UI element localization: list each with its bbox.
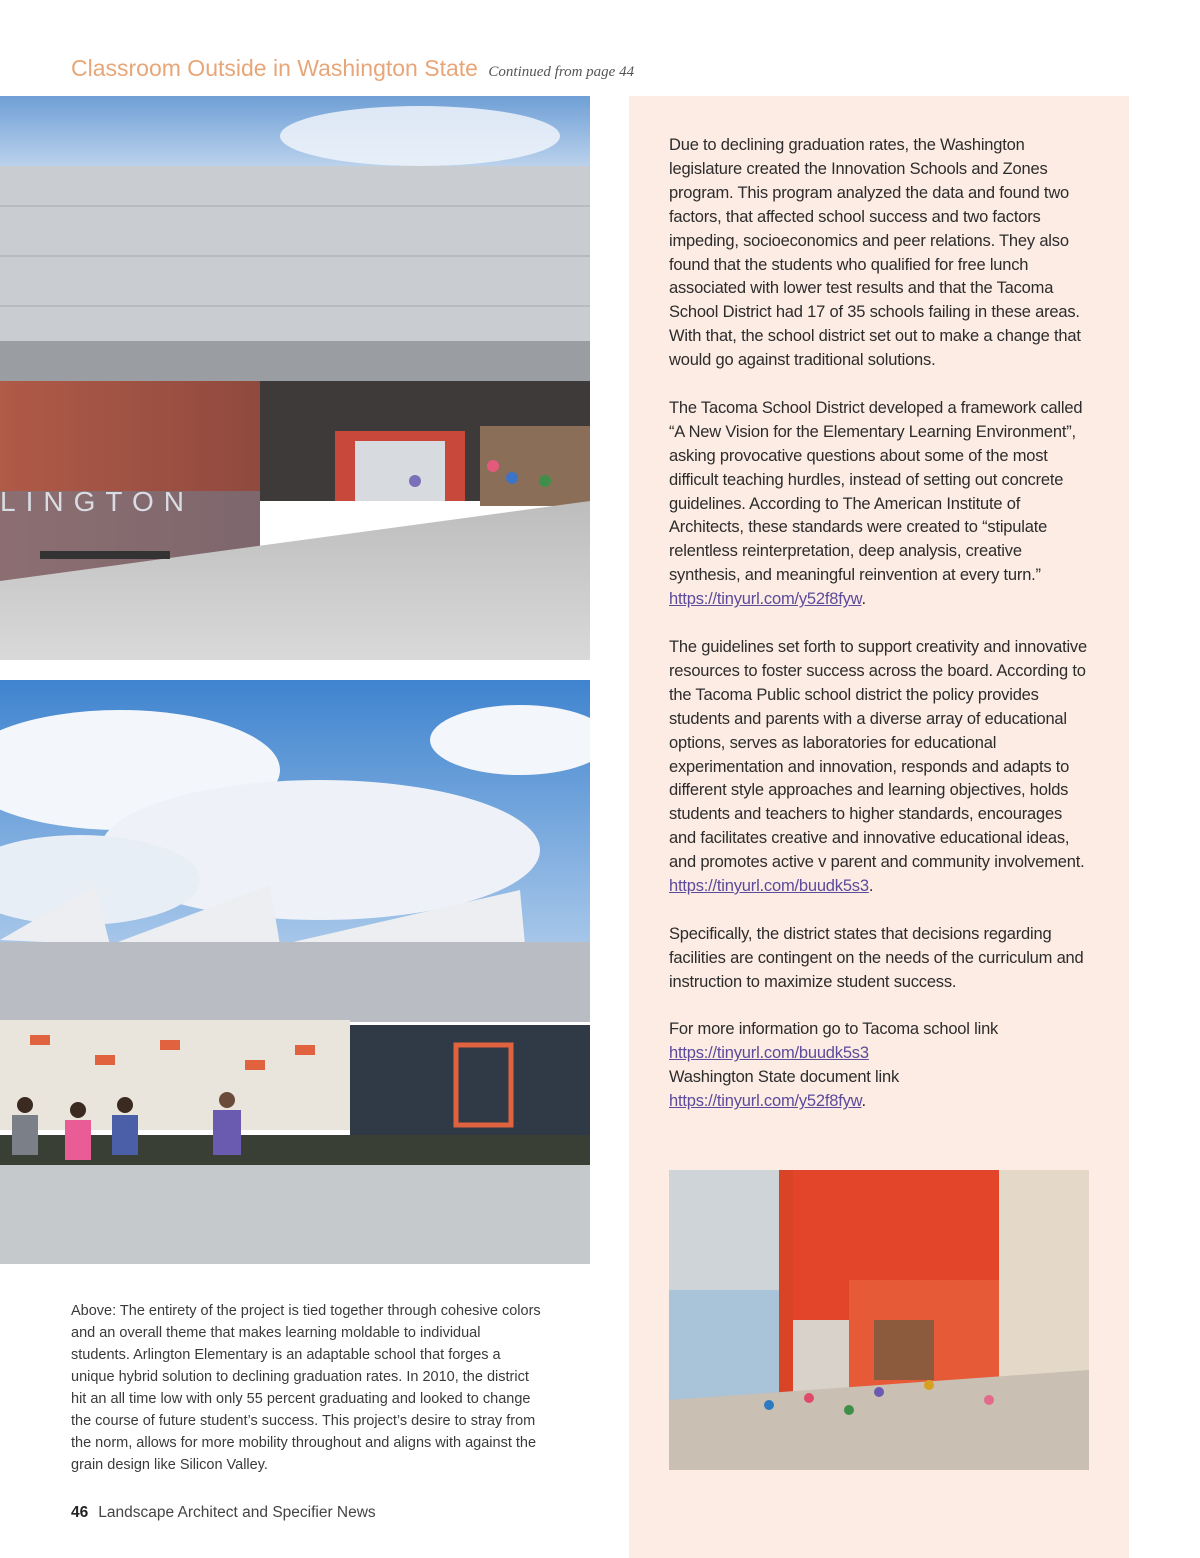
students-walking-photo [0, 680, 590, 1264]
period: . [868, 877, 874, 896]
tacoma-school-link[interactable]: https://tinyurl.com/buudk5s3 [669, 1044, 869, 1063]
photo-caption [71, 1300, 541, 1476]
sidebar-paragraph-1: Due to declining graduation rates, the Washington legislature created the Innovation Schools and Zones program. This program analyzed the data and found two factors, that affected school success and two factors impeding, socioeconomics and peer relations. They also found that the students who qualified for free lunch associated with lower test results and that the Tacoma School District had 17 of 35 schools failing in these areas. With that, the school district set out to make a change that would go against traditional solutions. [669, 136, 1081, 370]
page-number: 46 [71, 1504, 89, 1521]
caption-text: Above: The entirety of the project is tied together through cohesive colors and an overall theme that makes learning moldable to individual students. Arlington Elementary is an adaptable school that forges a unique hybrid solution to declining graduation rates. In 2010, the district hit an all time low with only 55 percent graduating and looked to change the course of future student’s success. This project’s desire to stray from the norm, allows for more mobility throughout and aligns with against the grain design like Silicon Valley. [71, 1303, 541, 1473]
washington-document-link[interactable]: https://tinyurl.com/y52f8fyw [669, 1092, 862, 1111]
sidebar-paragraph-2-text: The Tacoma School District developed a framework called “A New Vision for the Elementary Learning Environment”, asking provocative questions about some of the most difficult teaching hurdles, instead of setting out concrete guidelines. According to The American Institute of Architects, these standards were created to “stipulate relentless reinterpretation, deep analysis, creative synthesis, and meaningful reinvention at every turn.” [669, 398, 1083, 585]
sidebar-paragraph-5 [669, 1018, 1089, 1114]
sidebar-paragraph-3-text: The guidelines set forth to support creativity and innovative resources to foster success across the board. According to the Tacoma Public school district the policy provides students and parents with a diverse array of educational options, serves as laboratories for educational experimentation and innovation, responds and adapts to different style approaches and learning objectives, holds students and teachers to higher standards, encourages and facilitates creative and innovative educational ideas, and promotes active v parent and community involvement. [669, 638, 1087, 872]
sidebar-paragraph-2 [669, 397, 1089, 612]
article-title: Classroom Outside in Washington State [71, 55, 478, 81]
period: . [861, 1092, 866, 1111]
tacoma-link-label: For more information go to Tacoma school link [669, 1020, 999, 1039]
school-sign-text: LINGTON [0, 486, 194, 517]
sidebar-paragraph-3 [669, 636, 1089, 899]
sidebar-text [669, 134, 1089, 1138]
continued-note: Continued from page 44 [488, 64, 635, 80]
entrance-photo [0, 96, 590, 660]
period: . [861, 590, 866, 609]
tacoma-policy-link[interactable]: https://tinyurl.com/buudk5s3 [669, 877, 869, 896]
page-header [71, 55, 634, 82]
sidebar-paragraph-4: Specifically, the district states that decisions regarding facilities are contingent on the needs of the curriculum and instruction to maximize student success. [669, 924, 1084, 991]
aia-link[interactable]: https://tinyurl.com/y52f8fyw [669, 590, 862, 609]
publication-name: Landscape Architect and Specifier News [98, 1504, 376, 1521]
covered-play-area-photo [669, 1170, 1089, 1470]
page-footer [71, 1504, 376, 1522]
washington-link-label: Washington State document link [669, 1068, 900, 1087]
